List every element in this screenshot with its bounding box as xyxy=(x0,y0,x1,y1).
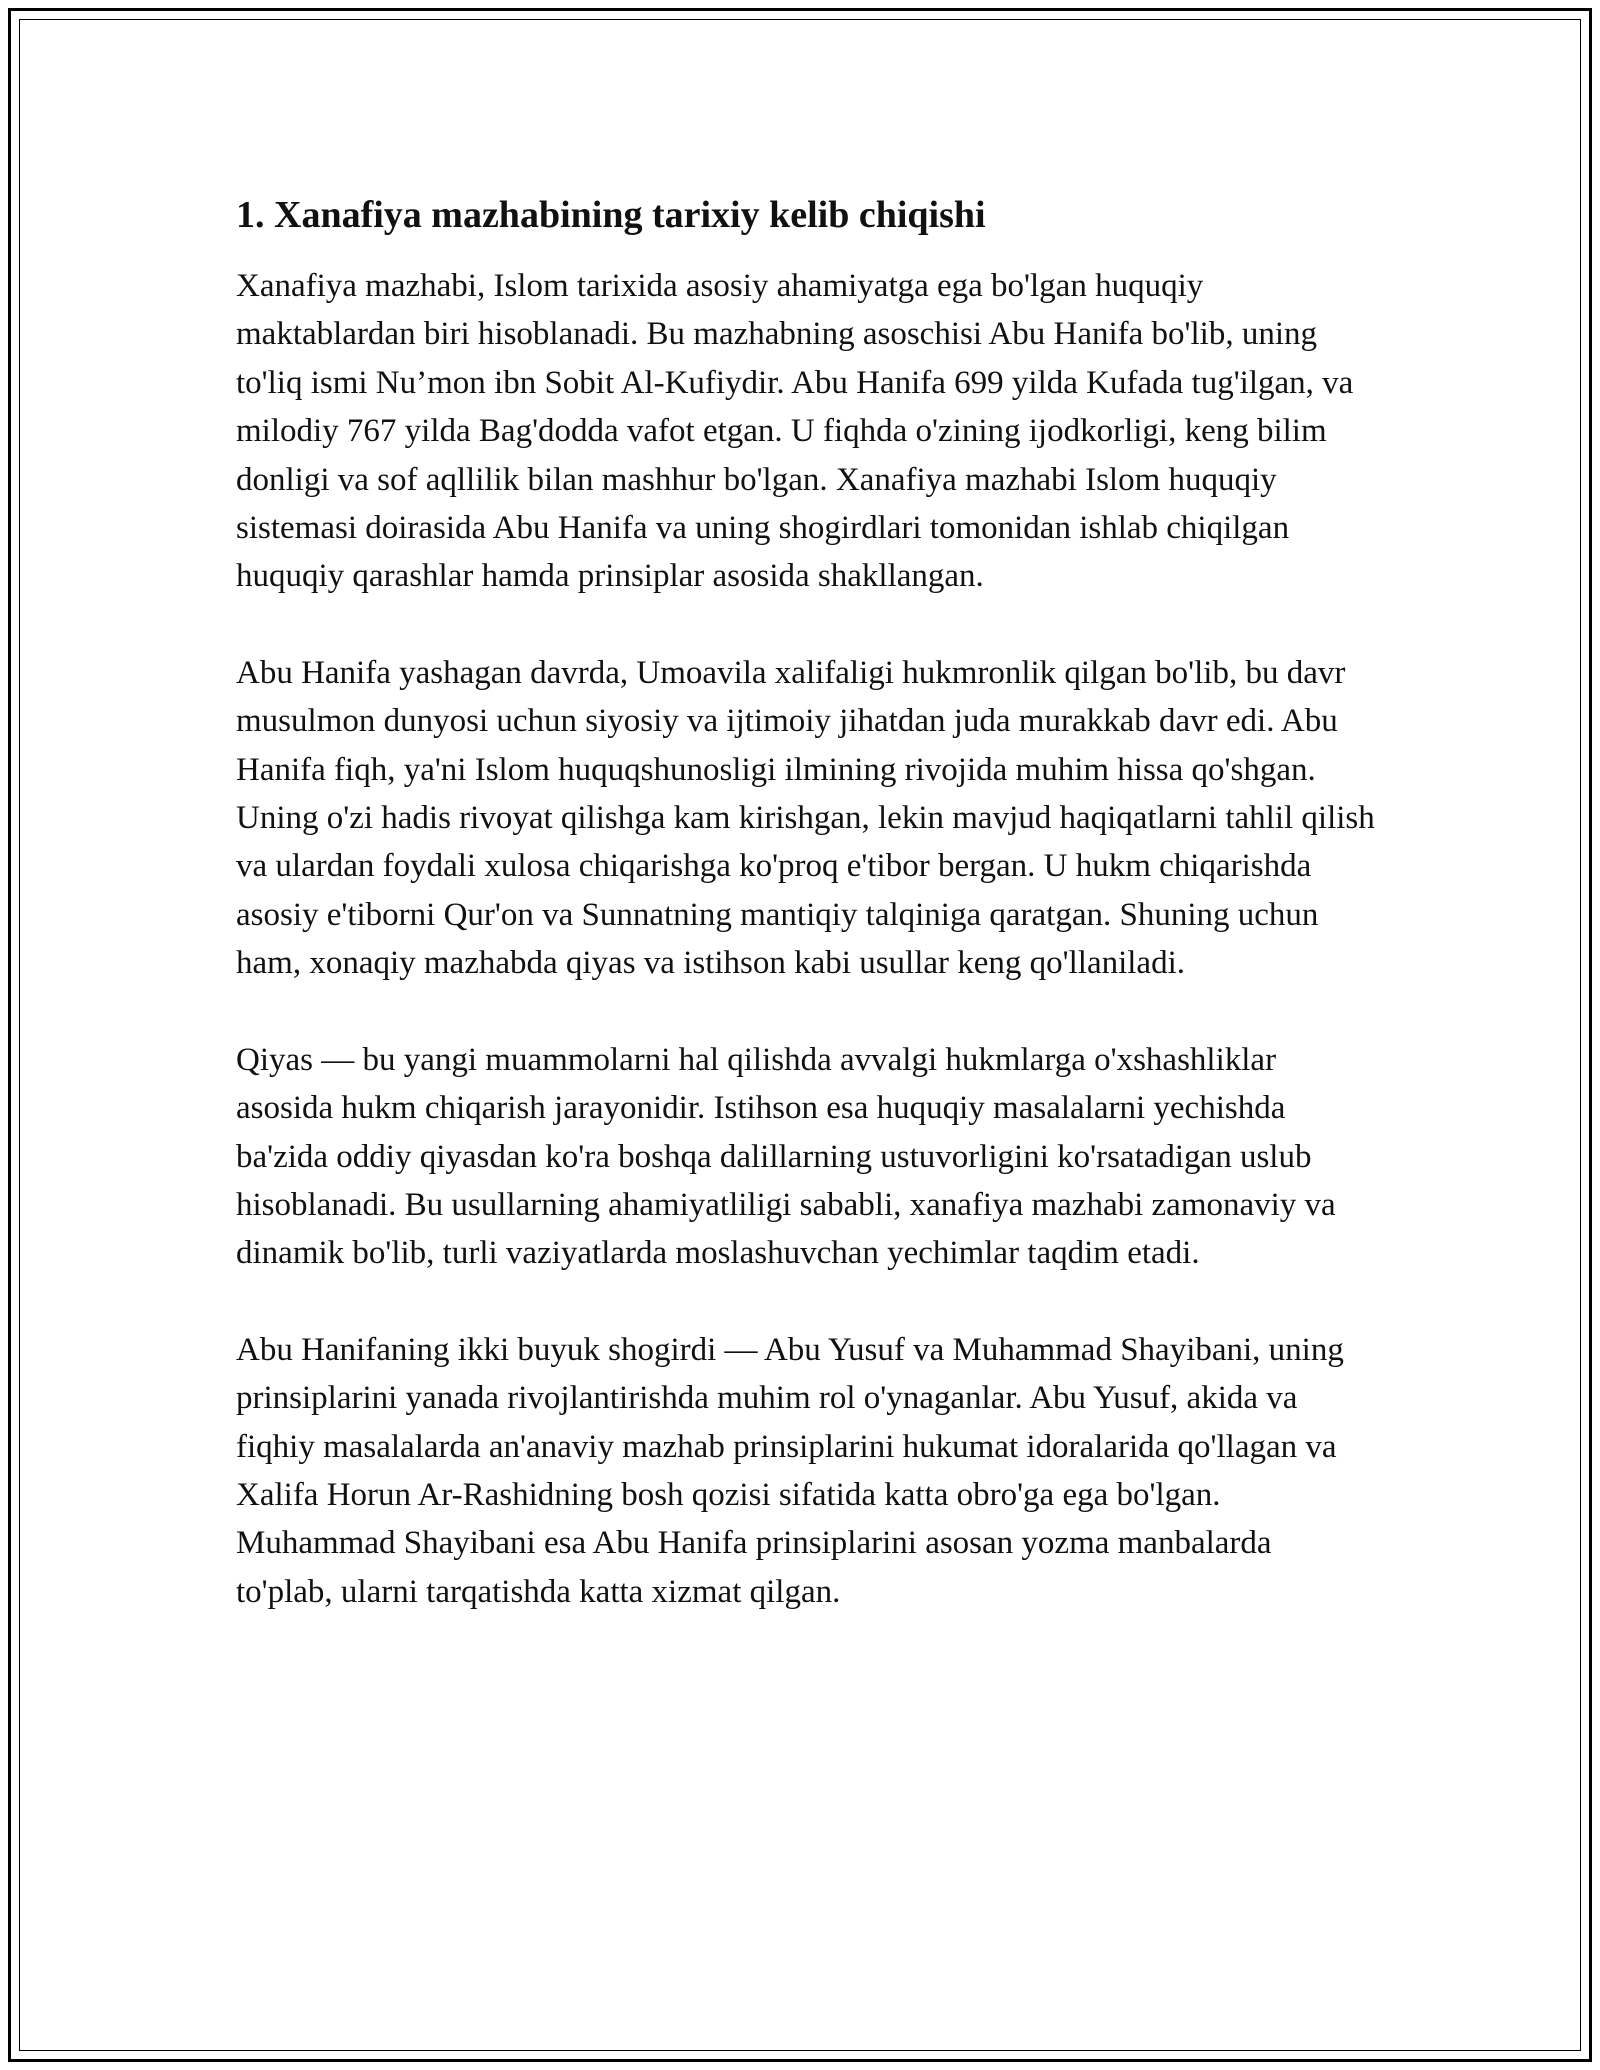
paragraph-2: Abu Hanifa yashagan davrda, Umoavila xalifaligi hukmronlik qilgan bo'lib, bu davr musulmon dunyosi uchun siyosiy va ijtimoiy jihatdan juda murakkab davr edi. Abu Hanifa fiqh, ya'ni Islom huquqshunosligi ilmining rivojida muhim hissa qo'shgan. Uning o'zi hadis rivoyat qilishga kam kirishgan, lekin mavjud haqiqatlarni tahlil qilish va ulardan foydali xulosa chiqarishga ko'proq e'tibor bergan. U hukm chiqarishda asosiy e'tiborni Qur'on va Sunnatning mantiqiy talqiniga qaratgan. Shuning uchun ham, xonaqiy mazhabda qiyas va istihson kabi usullar keng qo'llaniladi. xyxy=(236,654,1375,982)
paragraph-3: Qiyas — bu yangi muammolarni hal qilishda avvalgi hukmlarga o'xshashliklar asosida hukm chiqarish jarayonidir. Istihson esa huquqiy masalalarni yechishda ba'zida oddiy qiyasdan ko'ra boshqa dalillarning ustuvorligini ko'rsatadigan uslub hisoblanadi. Bu usullarning ahamiyatliligi sababli, xanafiya mazhabi zamonaviy va dinamik bo'lib, turli vaziyatlarda moslashuvchan yechimlar taqdim etadi. xyxy=(236,1041,1336,1272)
paragraph-1: Xanafiya mazhabi, Islom tarixida asosiy ahamiyatga ega bo'lgan huquqiy maktablardan biri hisoblanadi. Bu mazhabning asoschisi Abu Hanifa bo'lib, uning to'liq ismi Nu’mon ibn Sobit Al-Kufiydir. Abu Hanifa 699 yilda Kufada tug'ilgan, va milodiy 767 yilda Bag'dodda vafot etgan. U fiqhda o'zining ijodkorligi, keng bilim donligi va sof aqllilik bilan mashhur bo'lgan. Xanafiya mazhabi Islom huquqiy sistemasi doirasida Abu Hanifa va uning shogirdlari tomonidan ishlab chiqilgan huquqiy qarashlar hamda prinsiplar asosida shakllangan. xyxy=(236,268,1354,595)
section-heading: 1. Xanafiya mazhabining tarixiy kelib chiqishi xyxy=(236,194,986,236)
document-body xyxy=(236,190,1376,1664)
paragraph-4: Abu Hanifaning ikki buyuk shogirdi — Abu Yusuf va Muhammad Shayibani, uning prinsiplarini yanada rivojlantirishda muhim rol o'ynaganlar. Abu Yusuf, akida va fiqhiy masalalarda an'anaviy mazhab prinsiplarini hukumat idoralarida qo'llagan va Xalifa Horun Ar-Rashidning bosh qozisi sifatida katta obro'ga ega bo'lgan. Muhammad Shayibani esa Abu Hanifa prinsiplarini asosan yozma manbalarda to'plab, ularni tarqatishda katta xizmat qilgan. xyxy=(236,1331,1344,1610)
